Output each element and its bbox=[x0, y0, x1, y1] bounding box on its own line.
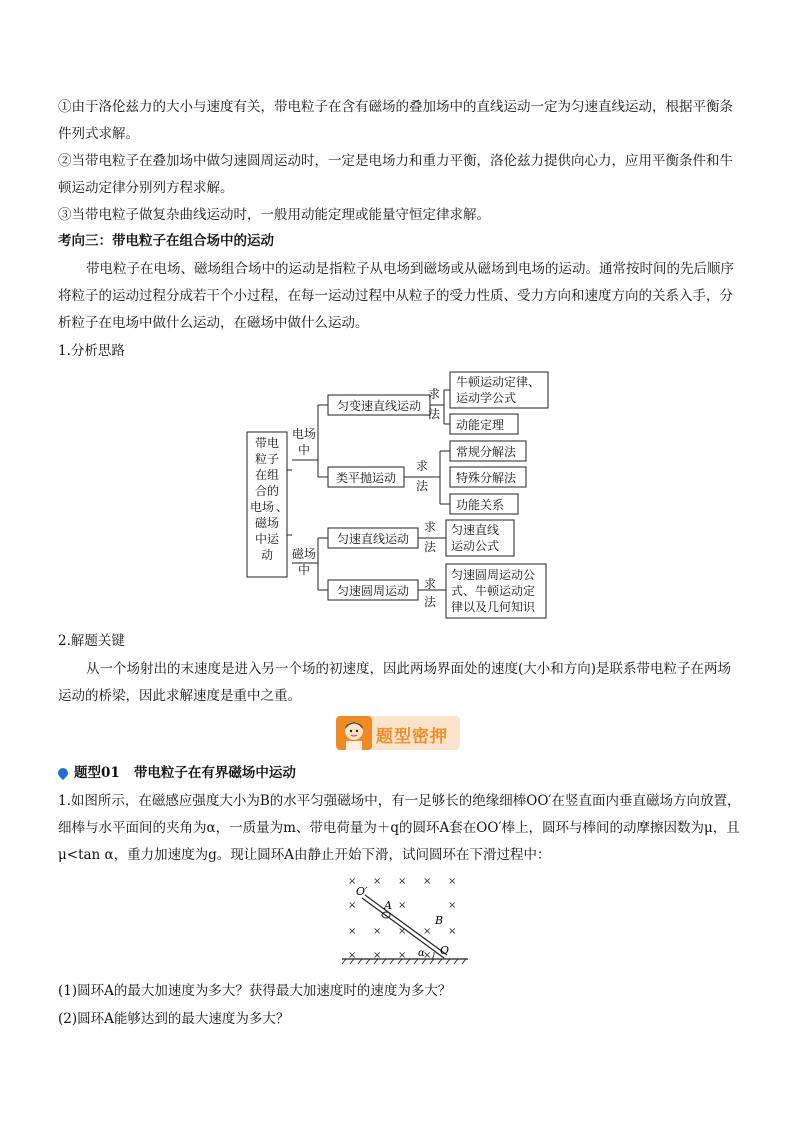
electric-field-label-2: 中 bbox=[297, 443, 311, 457]
question-type-heading bbox=[58, 763, 296, 783]
question-type-title: 带电粒子在有界磁场中运动 bbox=[133, 765, 296, 781]
electric-field-label: 电场 bbox=[291, 427, 317, 441]
svg-text:×: × bbox=[398, 876, 407, 887]
paragraph-velocity-bridge: 从一个场射出的末速度是进入另一个场的初速度，因此两场界面处的速度(大小和方向)是联系带电粒子在两场运动的桥梁，因此求解速度是重中之重。 bbox=[58, 661, 732, 704]
leaf-circular-formula-line1: 匀速圆周运动公 bbox=[451, 568, 536, 582]
root-line-2: 粒子 bbox=[254, 452, 280, 466]
node-uniform-linear-motion-label: 匀速直线运动 bbox=[336, 532, 410, 546]
svg-text:×: × bbox=[448, 926, 457, 937]
svg-text:×: × bbox=[348, 950, 357, 961]
label-B: B bbox=[435, 914, 444, 927]
problem-figure bbox=[340, 868, 470, 968]
root-line-3: 在组 bbox=[254, 468, 280, 482]
svg-text:×: × bbox=[398, 950, 407, 961]
svg-text:×: × bbox=[423, 876, 432, 887]
root-line-8: 动 bbox=[260, 548, 274, 562]
svg-text:×: × bbox=[448, 876, 457, 887]
node-projectile-motion-label: 类平抛运动 bbox=[335, 471, 397, 485]
leaf-work-energy-label: 功能关系 bbox=[456, 498, 505, 512]
question-1: (1)圆环A的最大加速度为多大？获得最大加速度时的速度为多大？ bbox=[58, 983, 452, 999]
paragraph-combined-field: 带电粒子在电场、磁场组合场中的运动是指粒子从电场到磁场或从磁场到电场的运动。通常按时间的先后顺序将粒子的运动过程分成若干个小过程，在每一运动过程中从粒子的受力性质、受力方向和速度方向的关系入手，分析粒子在电场中做什么运动，在磁场中做什么运动。 bbox=[58, 261, 734, 331]
root-line-4: 合的 bbox=[254, 484, 280, 498]
leaf-newton-kinematics-line2: 运动学公式 bbox=[456, 391, 517, 405]
paragraph-lorentz-line: ①由于洛伦兹力的大小与速度有关，带电粒子在含有磁场的叠加场中的直线运动一定为匀速直线运动，根据平衡条件列式求解。 bbox=[58, 99, 733, 142]
root-line-1: 带电 bbox=[254, 436, 280, 450]
section-key-points: 2.解题关键 bbox=[58, 633, 125, 649]
svg-text:×: × bbox=[373, 876, 382, 887]
svg-text:×: × bbox=[398, 926, 407, 937]
svg-text:×: × bbox=[448, 900, 457, 911]
section-analysis-approach: 1.分析思路 bbox=[58, 343, 125, 359]
svg-text:×: × bbox=[373, 926, 382, 937]
seek-label-1a: 求 bbox=[427, 387, 441, 401]
leaf-newton-kinematics-line1: 牛顿运动定律、 bbox=[456, 375, 541, 389]
seek-label-3b: 法 bbox=[423, 540, 437, 554]
seek-label-4a: 求 bbox=[423, 577, 437, 591]
angle-arc bbox=[432, 952, 434, 959]
question-type-banner bbox=[336, 716, 460, 750]
label-alpha: α bbox=[418, 948, 425, 959]
location-pin-icon bbox=[56, 766, 70, 780]
mascot-icon bbox=[336, 716, 372, 750]
svg-text:×: × bbox=[373, 950, 382, 961]
seek-label-1b: 法 bbox=[427, 407, 441, 421]
leaf-uniform-line-formula-line1: 匀速直线 bbox=[451, 523, 500, 537]
seek-label-4b: 法 bbox=[423, 595, 437, 609]
leaf-uniform-line-formula-line2: 运动公式 bbox=[451, 539, 500, 553]
leaf-circular-formula-line2: 式、牛顿运动定 bbox=[451, 584, 536, 598]
root-line-6: 磁场 bbox=[254, 516, 280, 530]
root-line-5b: 、 bbox=[275, 500, 289, 514]
magnetic-field-label: 磁场 bbox=[291, 547, 317, 561]
svg-text:×: × bbox=[348, 926, 357, 937]
banner-title: 题型密押 bbox=[376, 727, 448, 747]
leaf-regular-decomposition-label: 常规分解法 bbox=[456, 445, 517, 459]
svg-text:×: × bbox=[348, 900, 357, 911]
paragraph-uniform-circle: ②当带电粒子在叠加场中做匀速圆周运动时，一定是电场力和重力平衡，洛伦兹力提供向心力，应用平衡条件和牛顿运动定律分别列方程求解。 bbox=[58, 153, 733, 196]
problem-statement: 1.如图所示，在磁感应强度大小为B的水平匀强磁场中，有一足够长的绝缘细棒OO′在竖直面内垂直磁场方向放置，细棒与水平面间的夹角为α，一质量为m、带电荷量为＋q的圆环A套在OO′棒上，圆环与棒间的动摩擦因数为μ，且μ<tan α，重力加速度为g。现让圆环A由静止开始下滑，试问圆环在下滑过程中： bbox=[58, 793, 741, 863]
seek-label-3a: 求 bbox=[423, 520, 437, 534]
svg-text:×: × bbox=[348, 876, 357, 887]
leaf-kinetic-energy-theorem-label: 动能定理 bbox=[456, 418, 505, 432]
leaf-circular-formula-line3: 律以及几何知识 bbox=[451, 600, 536, 614]
question-2: (2)圆环A能够达到的最大速度为多大？ bbox=[58, 1011, 290, 1027]
svg-text:×: × bbox=[423, 950, 432, 961]
node-uniform-circular-motion-label: 匀速圆周运动 bbox=[336, 584, 410, 598]
node-uniform-variable-motion-label: 匀变速直线运动 bbox=[336, 399, 422, 413]
seek-label-2b: 法 bbox=[415, 479, 429, 493]
label-O-prime: O′ bbox=[356, 885, 368, 898]
root-line-5: 电场 bbox=[249, 500, 275, 514]
heading-direction-three: 考向三：带电粒子在组合场中的运动 bbox=[58, 233, 274, 249]
svg-text:×: × bbox=[423, 926, 432, 937]
seek-label-2a: 求 bbox=[415, 459, 429, 473]
question-type-label: 题型01 bbox=[74, 765, 120, 781]
label-O: O bbox=[440, 944, 450, 957]
svg-text:×: × bbox=[398, 900, 407, 911]
magnetic-field-label-2: 中 bbox=[297, 563, 311, 577]
paragraph-complex-curve: ③当带电粒子做复杂曲线运动时，一般用动能定理或能量守恒定律求解。 bbox=[58, 207, 490, 223]
root-line-7: 中运 bbox=[254, 532, 280, 546]
label-A: A bbox=[384, 899, 392, 912]
leaf-special-decomposition-label: 特殊分解法 bbox=[456, 471, 517, 485]
